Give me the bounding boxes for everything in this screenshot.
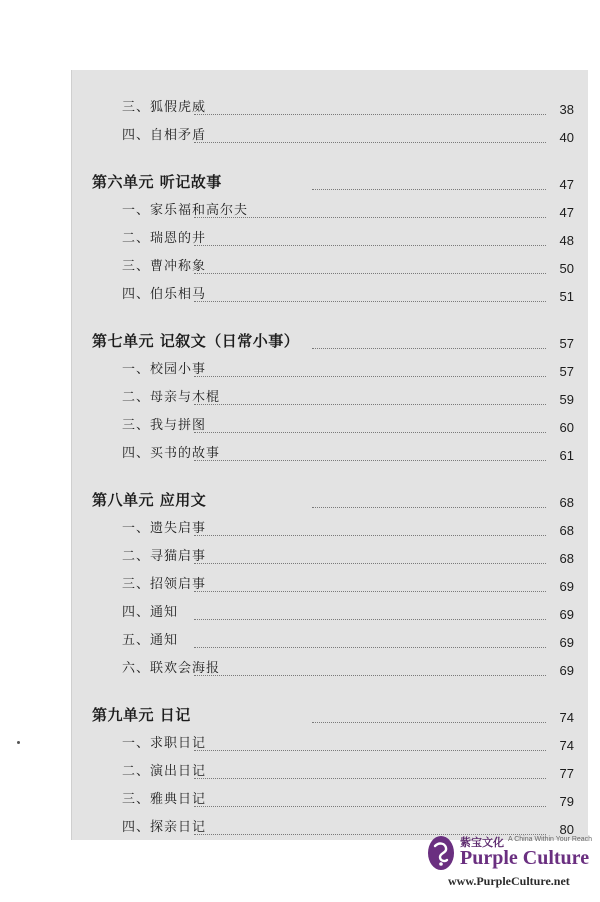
- toc-entry: [72, 195, 588, 223]
- toc-entry: [72, 756, 588, 784]
- toc-entry: [72, 728, 588, 756]
- toc-entry: [72, 382, 588, 410]
- toc-entry-label: 二、演出日记: [122, 764, 207, 779]
- toc-entry-page: 47: [559, 205, 574, 220]
- toc-unit-title: 第七单元 记叙文（日常小事）: [92, 332, 300, 350]
- toc-unit-title: 第九单元 日记: [92, 706, 191, 724]
- toc-entry-page: 57: [559, 364, 574, 379]
- toc-entry: [72, 279, 588, 307]
- leader-dots: [194, 750, 546, 751]
- brand-chinese-name: 紫宝文化: [460, 836, 504, 849]
- toc-entry-label: 一、校园小事: [122, 362, 207, 377]
- toc-unit-page: 57: [559, 336, 574, 351]
- toc-entry-page: 80: [559, 822, 574, 837]
- toc-entry-label: 一、家乐福和高尔夫: [122, 203, 249, 218]
- toc-entry-label: 四、探亲日记: [122, 820, 207, 835]
- toc-entry-label: 四、自相矛盾: [122, 128, 207, 143]
- toc-entry: [72, 569, 588, 597]
- purple-culture-seal-icon: [426, 834, 456, 872]
- leader-dots: [194, 591, 546, 592]
- toc-entry: [72, 541, 588, 569]
- leader-dots: [194, 245, 546, 246]
- toc-entry: [72, 120, 588, 148]
- leader-dots: [194, 619, 546, 620]
- toc-entry-label: 三、我与拼图: [122, 418, 207, 433]
- leader-dots: [312, 189, 546, 190]
- toc-entry-label: 四、通知: [122, 605, 179, 620]
- toc-entry-label: 四、伯乐相马: [122, 287, 207, 302]
- toc-entry-label: 二、母亲与木棍: [122, 390, 221, 405]
- toc-unit-heading: [72, 167, 588, 195]
- toc-entry: [72, 597, 588, 625]
- toc-entry-label: 三、招领启事: [122, 577, 207, 592]
- leader-dots: [194, 404, 546, 405]
- leader-dots: [194, 376, 546, 377]
- toc-entry-label: 五、通知: [122, 633, 179, 648]
- toc-entry-label: 四、买书的故事: [122, 446, 221, 461]
- toc-entry-label: 三、雅典日记: [122, 792, 207, 807]
- brand-english-name: Purple Culture: [460, 847, 590, 869]
- toc-unit-title: 第六单元 听记故事: [92, 173, 222, 191]
- toc-entry-page: 38: [559, 102, 574, 117]
- leader-dots: [312, 348, 546, 349]
- toc-entry: [72, 251, 588, 279]
- leader-dots: [194, 647, 546, 648]
- leader-dots: [194, 806, 546, 807]
- leader-dots: [194, 675, 546, 676]
- toc-entry-page: 74: [559, 738, 574, 753]
- toc-unit-title: 第八单元 应用文: [92, 491, 207, 509]
- leader-dots: [194, 432, 546, 433]
- scan-speck: [17, 741, 20, 744]
- toc-entry-label: 二、瑞恩的井: [122, 231, 207, 246]
- toc-unit-page: 68: [559, 495, 574, 510]
- toc-unit-page: 74: [559, 710, 574, 725]
- leader-dots: [312, 507, 546, 508]
- toc-entry-page: 69: [559, 607, 574, 622]
- toc-entry: [72, 513, 588, 541]
- toc-unit-heading: [72, 326, 588, 354]
- toc-entry-page: 79: [559, 794, 574, 809]
- toc-entry: [72, 92, 588, 120]
- toc-page: [71, 70, 588, 840]
- toc-entry-page: 50: [559, 261, 574, 276]
- toc-unit-page: 47: [559, 177, 574, 192]
- toc-entry-page: 69: [559, 635, 574, 650]
- toc-entry-page: 69: [559, 663, 574, 678]
- toc-entry: [72, 653, 588, 681]
- leader-dots: [194, 301, 546, 302]
- toc-entry: [72, 784, 588, 812]
- leader-dots: [194, 273, 546, 274]
- toc-unit-heading: [72, 485, 588, 513]
- toc-entry-label: 三、曹冲称象: [122, 259, 207, 274]
- toc-entry-page: 68: [559, 523, 574, 538]
- toc-entry-page: 59: [559, 392, 574, 407]
- toc-entry-label: 一、求职日记: [122, 736, 207, 751]
- toc-entry-page: 40: [559, 130, 574, 145]
- toc-entry-page: 68: [559, 551, 574, 566]
- toc-unit-heading: [72, 700, 588, 728]
- watermark-logo: [426, 830, 593, 888]
- toc-entry-page: 60: [559, 420, 574, 435]
- brand-tagline: A China Within Your Reach: [508, 836, 593, 843]
- toc-entry: [72, 410, 588, 438]
- brand-url: www.PurpleCulture.net: [448, 874, 570, 888]
- leader-dots: [194, 535, 546, 536]
- leader-dots: [194, 563, 546, 564]
- toc-entry: [72, 223, 588, 251]
- leader-dots: [194, 778, 546, 779]
- toc-entry-label: 二、寻猫启事: [122, 549, 207, 564]
- toc-entry-page: 51: [559, 289, 574, 304]
- toc-entry-label: 三、狐假虎威: [122, 100, 207, 115]
- toc-entry-page: 48: [559, 233, 574, 248]
- leader-dots: [312, 722, 546, 723]
- toc-entry-label: 六、联欢会海报: [122, 661, 221, 676]
- toc-entry-page: 69: [559, 579, 574, 594]
- toc-entry: [72, 354, 588, 382]
- leader-dots: [194, 114, 546, 115]
- toc-entry-page: 61: [559, 448, 574, 463]
- toc-entry-label: 一、遗失启事: [122, 521, 207, 536]
- leader-dots: [194, 460, 546, 461]
- leader-dots: [194, 142, 546, 143]
- toc-entry-page: 77: [559, 766, 574, 781]
- toc-entry: [72, 625, 588, 653]
- leader-dots: [194, 217, 546, 218]
- toc-entry: [72, 438, 588, 466]
